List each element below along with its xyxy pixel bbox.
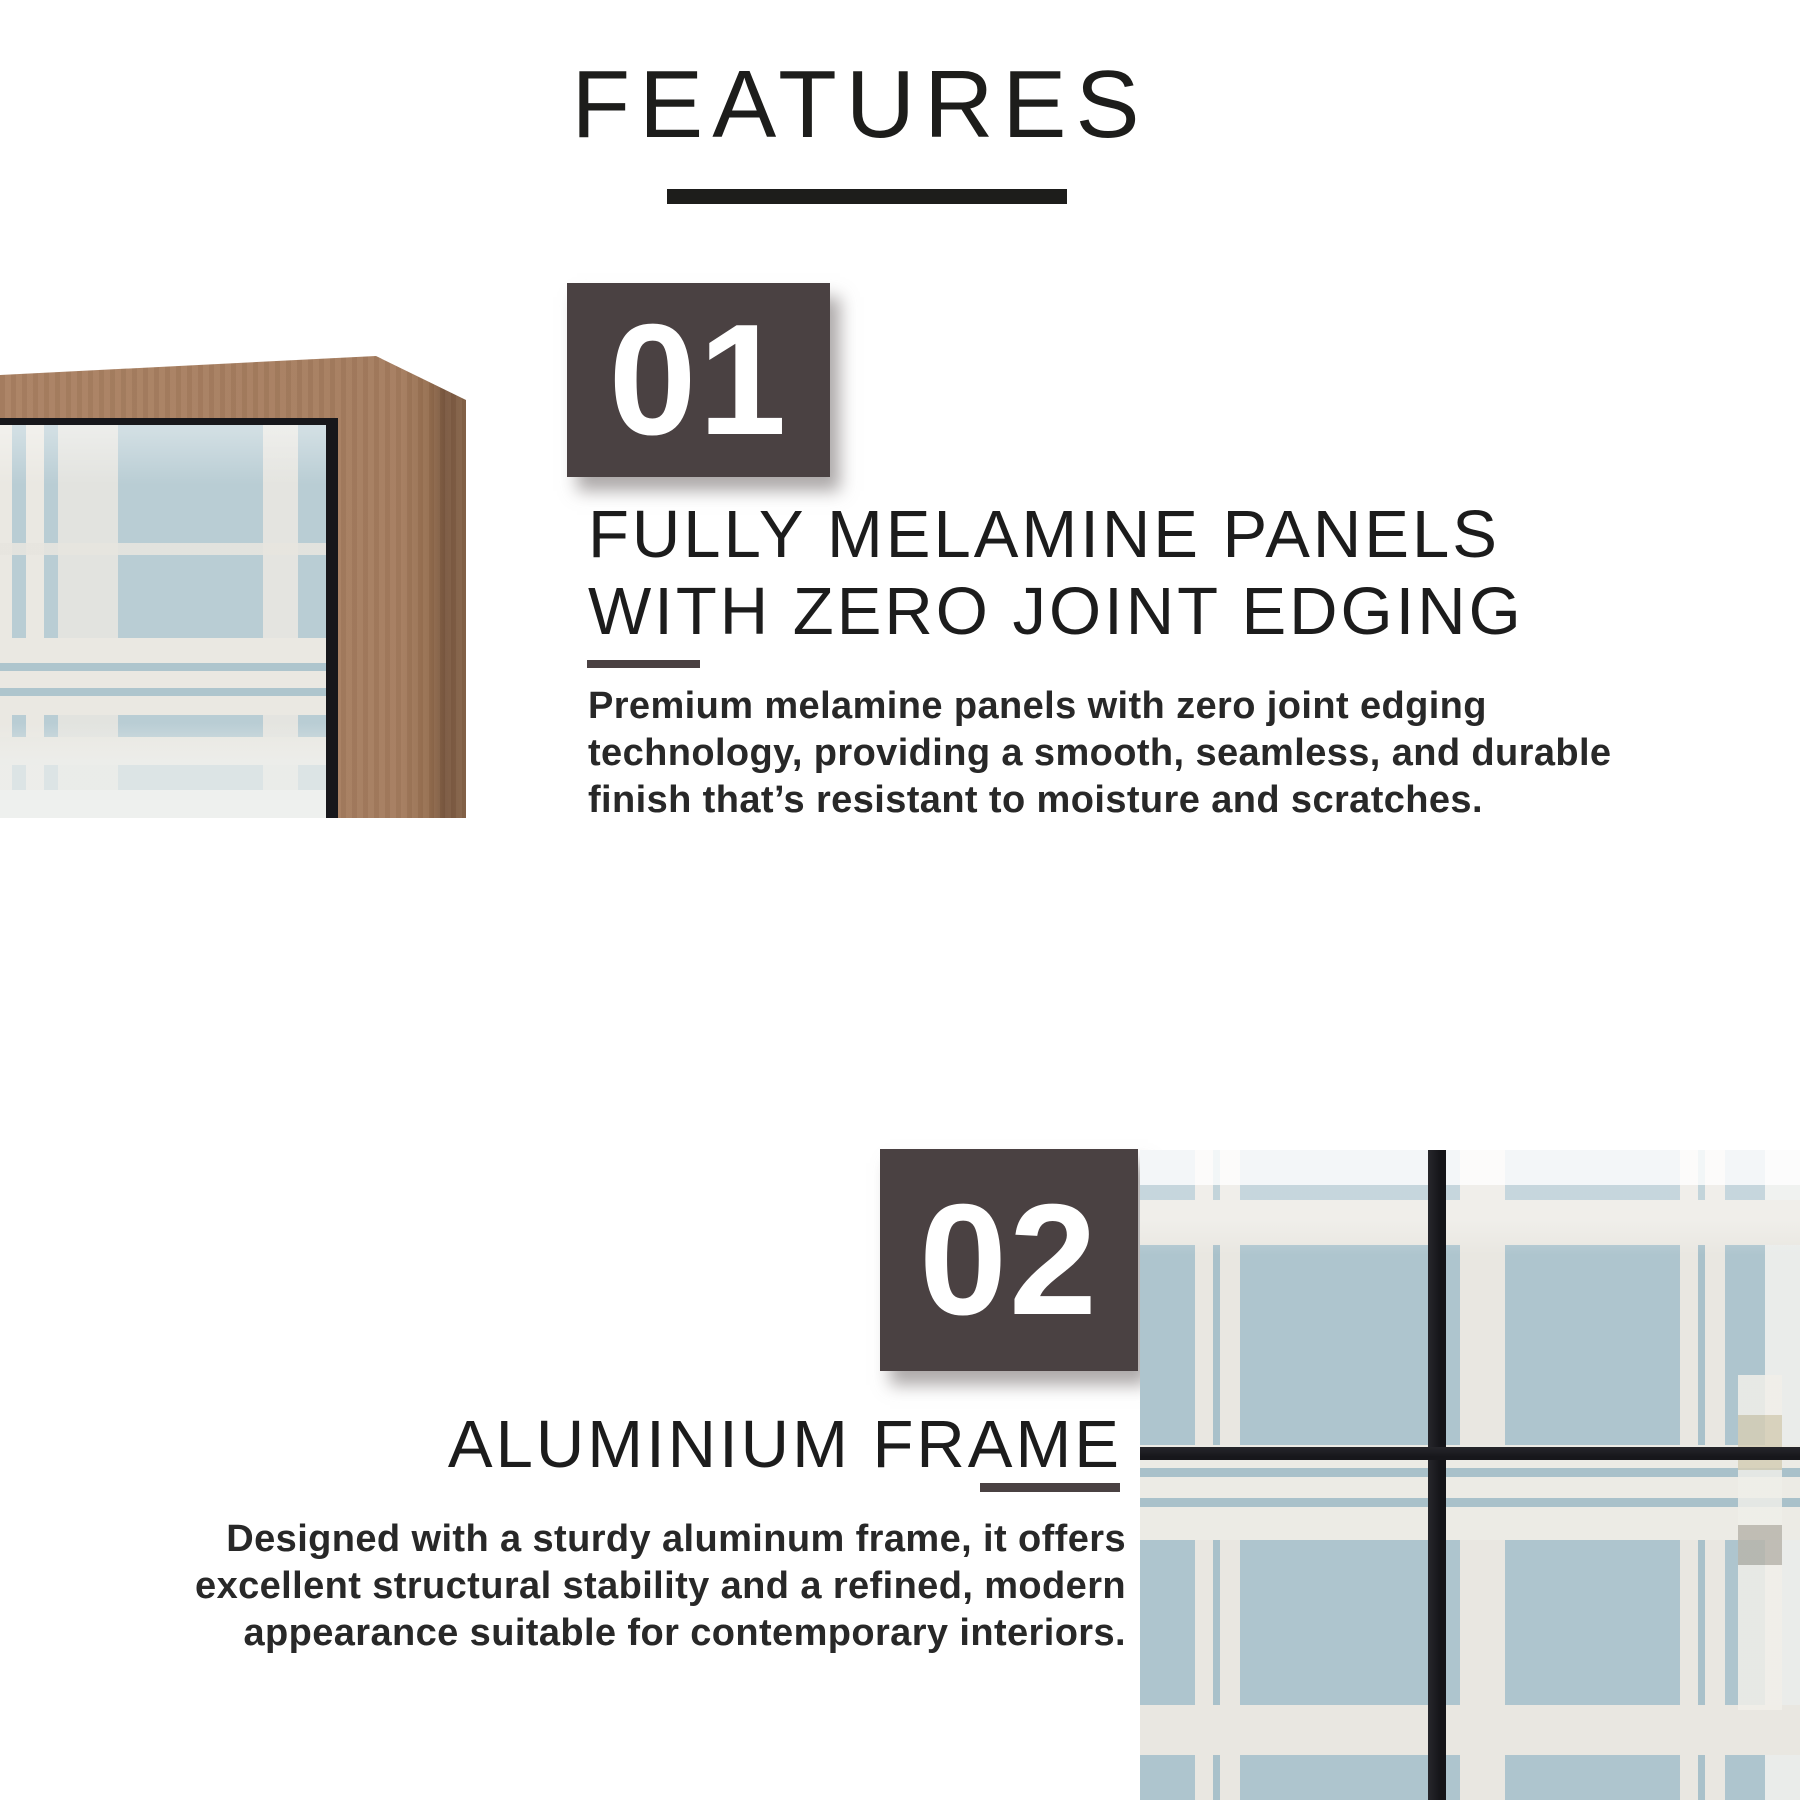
melamine-cabinet-corner-image xyxy=(0,356,466,818)
feature-01-heading xyxy=(588,496,1524,650)
shelf-interior-glimpse xyxy=(1738,1375,1782,1710)
feature-02-description-line-3: appearance suitable for contemporary interiors. xyxy=(243,1612,1126,1654)
feature-02-description-line-2: excellent structural stability and a refined, modern xyxy=(195,1565,1126,1607)
feature-01-description-line-2: technology, providing a smooth, seamless, and durable xyxy=(588,732,1612,774)
aluminium-frame-glass-image xyxy=(1140,1150,1800,1800)
feature-01-heading-line-2: WITH ZERO JOINT EDGING xyxy=(588,574,1524,649)
feature-02-heading-line-1: ALUMINIUM FRAME xyxy=(447,1407,1122,1482)
frosted-plaid-glass xyxy=(0,425,326,818)
feature-02-number: 02 xyxy=(919,1172,1099,1348)
feature-01-underline xyxy=(587,660,700,668)
feature-02-underline xyxy=(980,1483,1120,1492)
feature-01-badge xyxy=(567,283,830,477)
aluminium-frame-vertical-bar xyxy=(1428,1150,1446,1800)
feature-01-number: 01 xyxy=(608,292,789,468)
aluminium-frame-horizontal-bar xyxy=(1140,1447,1800,1460)
feature-01-description xyxy=(588,683,1611,824)
feature-01-heading-line-1: FULLY MELAMINE PANELS xyxy=(588,497,1500,572)
feature-02-description xyxy=(96,1516,1126,1657)
feature-01-description-line-3: finish that’s resistant to moisture and scratches. xyxy=(588,779,1483,821)
feature-02-badge xyxy=(880,1149,1138,1371)
feature-01-description-line-1: Premium melamine panels with zero joint edging xyxy=(588,685,1487,727)
page-title: FEATURES xyxy=(571,51,1149,158)
page-title-underline xyxy=(667,189,1067,204)
feature-02-description-line-1: Designed with a sturdy aluminum frame, it offers xyxy=(226,1518,1126,1560)
feature-02-heading xyxy=(222,1406,1122,1483)
